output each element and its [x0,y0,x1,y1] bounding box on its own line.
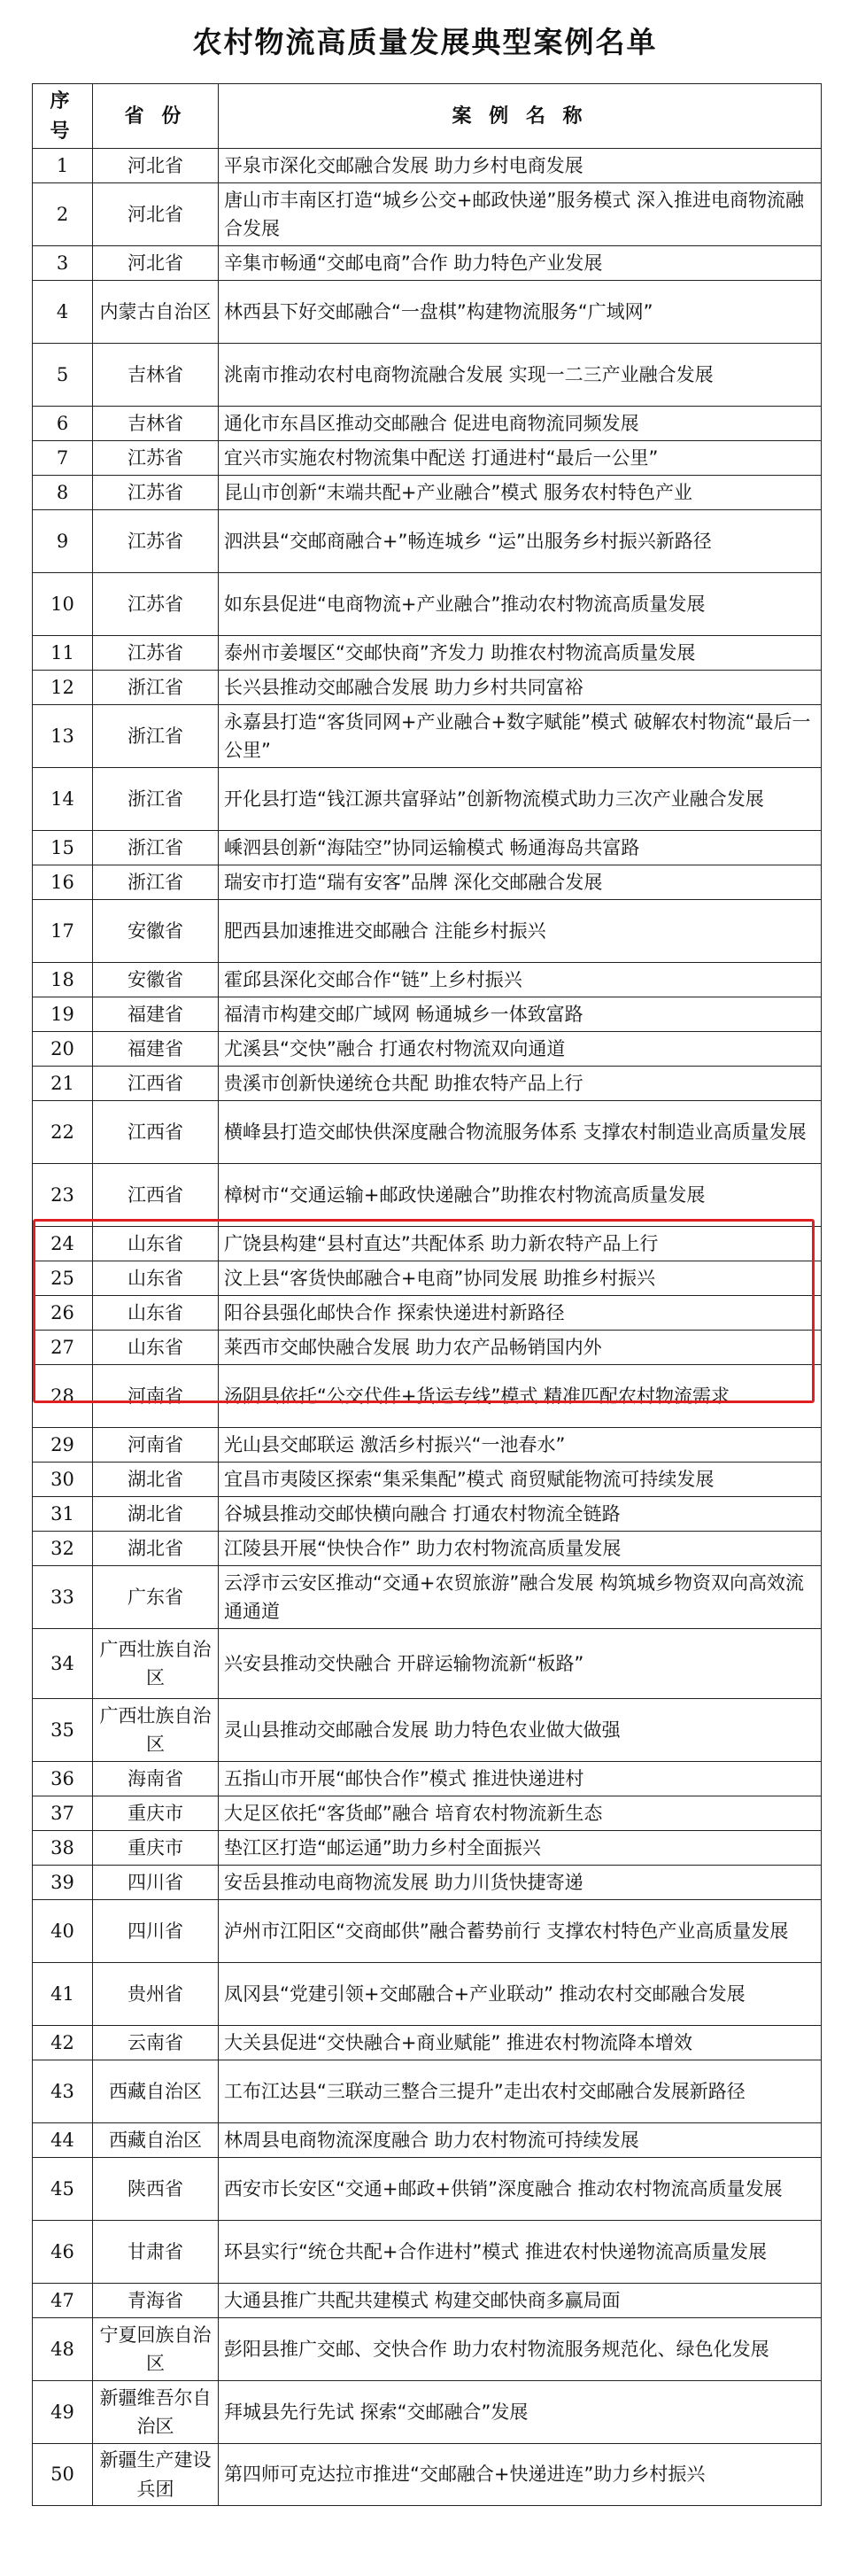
table-row [33,636,822,671]
row-province: 安徽省 [93,900,219,963]
table-row [33,1032,822,1067]
table-row [33,1900,822,1963]
table-body [33,149,822,2506]
row-province: 江西省 [93,1101,219,1164]
row-case-name: 宜兴市实施农村物流集中配送 打通进村“最后一公里” [219,441,822,476]
row-province: 湖北省 [93,1497,219,1532]
row-number: 13 [33,705,93,768]
table-row [33,149,822,183]
row-province: 浙江省 [93,705,219,768]
row-case-name: 泰州市姜堰区“交邮快商”齐发力 助推农村物流高质量发展 [219,636,822,671]
row-province: 广东省 [93,1566,219,1629]
table-row [33,407,822,441]
row-case-name: 横峰县打造交邮快供深度融合物流服务体系 支撑农村制造业高质量发展 [219,1101,822,1164]
row-case-name: 洮南市推动农村电商物流融合发展 实现一二三产业融合发展 [219,344,822,407]
row-case-name: 开化县打造“钱江源共富驿站”创新物流模式助力三次产业融合发展 [219,768,822,831]
row-case-name: 安岳县推动电商物流发展 助力川货快捷寄递 [219,1866,822,1900]
row-case-name: 阳谷县强化邮快合作 探索快递进村新路径 [219,1296,822,1331]
table-row [33,1866,822,1900]
row-number: 16 [33,865,93,900]
table-row [33,768,822,831]
row-case-name: 云浮市云安区推动“交通+农贸旅游”融合发展 构筑城乡物资双向高效流通通道 [219,1566,822,1629]
table-row [33,573,822,636]
row-number: 3 [33,246,93,281]
table-row [33,1699,822,1762]
row-number: 9 [33,510,93,573]
table-row [33,997,822,1032]
row-case-name: 唐山市丰南区打造“城乡公交+邮政快递”服务模式 深入推进电商物流融合发展 [219,183,822,246]
row-province: 海南省 [93,1762,219,1796]
row-province: 四川省 [93,1900,219,1963]
row-province: 山东省 [93,1331,219,1365]
table-row [33,1365,822,1428]
row-case-name: 大关县促进“交快融合+商业赋能” 推进农村物流降本增效 [219,2026,822,2060]
table-row [33,1331,822,1365]
row-number: 47 [33,2284,93,2318]
row-case-name: 拜城县先行先试 探索“交邮融合”发展 [219,2381,822,2444]
table-row [33,1101,822,1164]
table-row [33,1796,822,1831]
row-province: 安徽省 [93,963,219,997]
row-number: 17 [33,900,93,963]
row-province: 四川省 [93,1866,219,1900]
row-case-name: 凤冈县“党建引领+交邮融合+产业联动” 推动农村交邮融合发展 [219,1963,822,2026]
row-number: 32 [33,1532,93,1566]
row-case-name: 嵊泗县创新“海陆空”协同运输模式 畅通海岛共富路 [219,831,822,865]
row-case-name: 如东县促进“电商物流+产业融合”推动农村物流高质量发展 [219,573,822,636]
row-province: 内蒙古自治区 [93,281,219,344]
row-case-name: 永嘉县打造“客货同网+产业融合+数字赋能”模式 破解农村物流“最后一公里” [219,705,822,768]
row-number: 11 [33,636,93,671]
table-row [33,2221,822,2284]
row-case-name: 宜昌市夷陵区探索“集采集配”模式 商贸赋能物流可持续发展 [219,1463,822,1497]
row-case-name: 谷城县推动交邮快横向融合 打通农村物流全链路 [219,1497,822,1532]
table-row [33,1566,822,1629]
row-number: 29 [33,1428,93,1463]
row-number: 27 [33,1331,93,1365]
row-province: 浙江省 [93,831,219,865]
table-row [33,1296,822,1331]
row-number: 4 [33,281,93,344]
table-row [33,900,822,963]
table-row [33,1831,822,1866]
row-province: 新疆生产建设兵团 [93,2444,219,2506]
row-case-name: 昆山市创新“末端共配+产业融合”模式 服务农村特色产业 [219,476,822,510]
row-number: 46 [33,2221,93,2284]
row-number: 26 [33,1296,93,1331]
row-case-name: 汤阴县依托“公交代件+货运专线”模式 精准匹配农村物流需求 [219,1365,822,1428]
row-case-name: 第四师可克达拉市推进“交邮融合+快递进连”助力乡村振兴 [219,2444,822,2506]
row-number: 34 [33,1629,93,1699]
row-province: 浙江省 [93,768,219,831]
table-row [33,705,822,768]
row-province: 河南省 [93,1365,219,1428]
table-row [33,865,822,900]
row-province: 河北省 [93,246,219,281]
row-number: 20 [33,1032,93,1067]
row-number: 33 [33,1566,93,1629]
table-row [33,2318,822,2381]
row-case-name: 辛集市畅通“交邮电商”合作 助力特色产业发展 [219,246,822,281]
row-province: 广西壮族自治区 [93,1699,219,1762]
row-number: 37 [33,1796,93,1831]
table-row [33,2444,822,2506]
row-number: 44 [33,2123,93,2158]
row-number: 2 [33,183,93,246]
row-case-name: 江陵县开展“快快合作” 助力农村物流高质量发展 [219,1532,822,1566]
row-province: 青海省 [93,2284,219,2318]
table-row [33,1227,822,1261]
row-province: 宁夏回族自治区 [93,2318,219,2381]
table-row [33,1067,822,1101]
row-province: 新疆维吾尔自治区 [93,2381,219,2444]
row-case-name: 光山县交邮联运 激活乡村振兴“一池春水” [219,1428,822,1463]
row-province: 甘肃省 [93,2221,219,2284]
header-no: 序号 [33,84,93,149]
row-case-name: 工布江达县“三联动三整合三提升”走出农村交邮融合发展新路径 [219,2060,822,2123]
row-province: 河南省 [93,1428,219,1463]
table-row [33,963,822,997]
row-province: 湖北省 [93,1463,219,1497]
row-case-name: 灵山县推动交邮融合发展 助力特色农业做大做强 [219,1699,822,1762]
row-province: 江苏省 [93,636,219,671]
row-number: 22 [33,1101,93,1164]
row-number: 39 [33,1866,93,1900]
row-province: 江苏省 [93,441,219,476]
row-case-name: 通化市东昌区推动交邮融合 促进电商物流同频发展 [219,407,822,441]
table-row [33,1164,822,1227]
table-row [33,2158,822,2221]
row-province: 福建省 [93,997,219,1032]
row-province: 江西省 [93,1164,219,1227]
row-number: 35 [33,1699,93,1762]
row-province: 重庆市 [93,1796,219,1831]
table-row [33,476,822,510]
row-province: 江苏省 [93,573,219,636]
row-number: 19 [33,997,93,1032]
row-province: 西藏自治区 [93,2060,219,2123]
row-number: 48 [33,2318,93,2381]
row-number: 21 [33,1067,93,1101]
table-row [33,1532,822,1566]
row-case-name: 彭阳县推广交邮、交快合作 助力农村物流服务规范化、绿色化发展 [219,2318,822,2381]
page-title: 农村物流高质量发展典型案例名单 [192,25,658,59]
row-province: 浙江省 [93,671,219,705]
row-number: 50 [33,2444,93,2506]
table-row [33,246,822,281]
row-number: 25 [33,1261,93,1296]
row-number: 24 [33,1227,93,1261]
row-case-name: 瑞安市打造“瑞有安客”品牌 深化交邮融合发展 [219,865,822,900]
row-number: 5 [33,344,93,407]
row-case-name: 福清市构建交邮广域网 畅通城乡一体致富路 [219,997,822,1032]
row-number: 14 [33,768,93,831]
table-row [33,2284,822,2318]
row-case-name: 林周县电商物流深度融合 助力农村物流可持续发展 [219,2123,822,2158]
row-number: 6 [33,407,93,441]
row-province: 云南省 [93,2026,219,2060]
table-row [33,510,822,573]
row-province: 吉林省 [93,344,219,407]
row-case-name: 大通县推广共配共建模式 构建交邮快商多赢局面 [219,2284,822,2318]
row-case-name: 环县实行“统仓共配+合作进村”模式 推进农村快递物流高质量发展 [219,2221,822,2284]
row-number: 41 [33,1963,93,2026]
row-number: 12 [33,671,93,705]
table-row [33,2060,822,2123]
row-number: 42 [33,2026,93,2060]
row-case-name: 广饶县构建“县村直达”共配体系 助力新农特产品上行 [219,1227,822,1261]
table-row [33,2026,822,2060]
row-case-name: 莱西市交邮快融合发展 助力农产品畅销国内外 [219,1331,822,1365]
row-province: 山东省 [93,1261,219,1296]
row-number: 18 [33,963,93,997]
row-number: 40 [33,1900,93,1963]
row-province: 西藏自治区 [93,2123,219,2158]
row-case-name: 樟树市“交通运输+邮政快递融合”助推农村物流高质量发展 [219,1164,822,1227]
row-province: 江苏省 [93,510,219,573]
row-case-name: 泗洪县“交邮商融合+”畅连城乡 “运”出服务乡村振兴新路径 [219,510,822,573]
table-row [33,671,822,705]
row-case-name: 肥西县加速推进交邮融合 注能乡村振兴 [219,900,822,963]
row-case-name: 平泉市深化交邮融合发展 助力乡村电商发展 [219,149,822,183]
row-province: 重庆市 [93,1831,219,1866]
table-row [33,2123,822,2158]
table-row [33,183,822,246]
table-row [33,1463,822,1497]
table-row [33,344,822,407]
table-row [33,1762,822,1796]
row-province: 河北省 [93,183,219,246]
row-number: 36 [33,1762,93,1796]
row-case-name: 泸州市江阳区“交商邮供”融合蓄势前行 支撑农村特色产业高质量发展 [219,1900,822,1963]
row-province: 江苏省 [93,476,219,510]
row-province: 浙江省 [93,865,219,900]
row-province: 陕西省 [93,2158,219,2221]
table-row [33,441,822,476]
row-province: 山东省 [93,1296,219,1331]
row-number: 23 [33,1164,93,1227]
row-province: 河北省 [93,149,219,183]
row-case-name: 大足区依托“客货邮”融合 培育农村物流新生态 [219,1796,822,1831]
row-number: 7 [33,441,93,476]
table-row [33,1428,822,1463]
row-case-name: 尤溪县“交快”融合 打通农村物流双向通道 [219,1032,822,1067]
row-number: 30 [33,1463,93,1497]
row-province: 福建省 [93,1032,219,1067]
row-case-name: 五指山市开展“邮快合作”模式 推进快递进村 [219,1762,822,1796]
row-number: 31 [33,1497,93,1532]
row-province: 吉林省 [93,407,219,441]
header-province: 省 份 [93,84,219,149]
row-case-name: 兴安县推动交快融合 开辟运输物流新“板路” [219,1629,822,1699]
row-province: 江西省 [93,1067,219,1101]
table-row [33,831,822,865]
header-case: 案 例 名 称 [219,84,822,149]
row-number: 15 [33,831,93,865]
table-row [33,1629,822,1699]
row-case-name: 垫江区打造“邮运通”助力乡村全面振兴 [219,1831,822,1866]
table-row [33,1261,822,1296]
row-number: 43 [33,2060,93,2123]
row-province: 湖北省 [93,1532,219,1566]
row-number: 10 [33,573,93,636]
row-number: 28 [33,1365,93,1428]
row-number: 49 [33,2381,93,2444]
row-case-name: 贵溪市创新快递统仓共配 助推农特产品上行 [219,1067,822,1101]
case-table [32,83,822,2506]
row-number: 38 [33,1831,93,1866]
table-row [33,1963,822,2026]
table-row [33,2381,822,2444]
row-number: 8 [33,476,93,510]
table-row [33,281,822,344]
row-case-name: 林西县下好交邮融合“一盘棋”构建物流服务“广域网” [219,281,822,344]
row-province: 贵州省 [93,1963,219,2026]
row-case-name: 霍邱县深化交邮合作“链”上乡村振兴 [219,963,822,997]
table-row [33,1497,822,1532]
row-province: 广西壮族自治区 [93,1629,219,1699]
row-number: 45 [33,2158,93,2221]
row-case-name: 西安市长安区“交通+邮政+供销”深度融合 推动农村物流高质量发展 [219,2158,822,2221]
table-header-row [33,84,822,149]
row-case-name: 汶上县“客货快邮融合+电商”协同发展 助推乡村振兴 [219,1261,822,1296]
row-number: 1 [33,149,93,183]
row-case-name: 长兴县推动交邮融合发展 助力乡村共同富裕 [219,671,822,705]
row-province: 山东省 [93,1227,219,1261]
